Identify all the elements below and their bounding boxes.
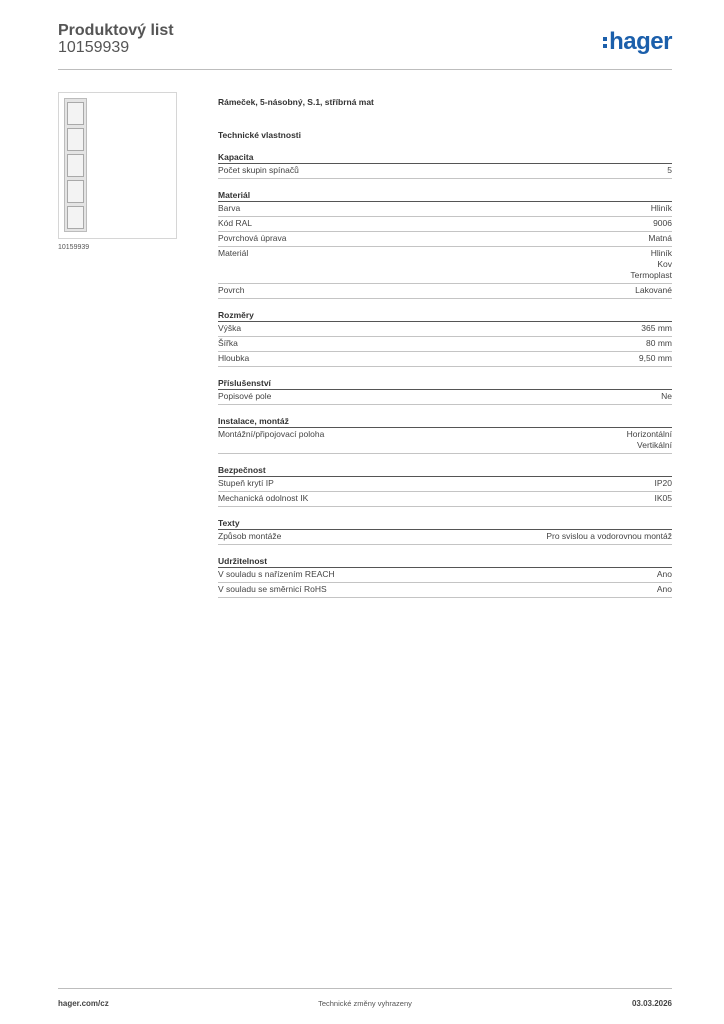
- spec-values: [655, 493, 673, 504]
- spec-values: [546, 531, 672, 542]
- spec-values: [630, 248, 672, 281]
- frame-cell: [67, 206, 84, 229]
- spec-row: [218, 583, 672, 598]
- spec-section: [218, 555, 672, 598]
- spec-values: [635, 285, 672, 296]
- spec-row: [218, 428, 672, 454]
- spec-value: Lakované: [635, 285, 672, 295]
- spec-value: Termoplast: [630, 270, 672, 280]
- spec-label: Výška: [218, 323, 242, 333]
- spec-values: [657, 569, 672, 580]
- frame-illustration: [64, 98, 87, 232]
- spec-label: Šířka: [218, 338, 238, 348]
- spec-values: [667, 165, 672, 176]
- spec-value: Hliník: [650, 248, 672, 258]
- page-footer: [58, 988, 672, 1006]
- spec-row: [218, 352, 672, 367]
- spec-label: Barva: [218, 203, 241, 213]
- spec-values: [657, 584, 672, 595]
- spec-row: [218, 322, 672, 337]
- spec-label: Montážní/připojovací poloha: [218, 429, 325, 439]
- spec-label: Mechanická odolnost IK: [218, 493, 309, 503]
- footer-date: 03.03.2026: [631, 999, 672, 1008]
- spec-row: [218, 247, 672, 284]
- section-title: Bezpečnost: [218, 464, 672, 477]
- spec-value: Ano: [656, 584, 672, 594]
- footer-note: Technické změny vyhrazeny: [318, 999, 412, 1008]
- document-number: 10159939: [58, 39, 130, 56]
- section-title: Příslušenství: [218, 377, 672, 390]
- frame-cell: [67, 102, 84, 125]
- spec-row: [218, 530, 672, 545]
- spec-values: [655, 478, 673, 489]
- spec-label: Způsob montáže: [218, 531, 282, 541]
- spec-values: [639, 353, 672, 364]
- spec-value: Vertikální: [637, 440, 672, 450]
- spec-value: 9006: [653, 218, 672, 228]
- spec-value: Horizontální: [626, 429, 672, 439]
- spec-value: 365 mm: [641, 323, 672, 333]
- spec-section: [218, 464, 672, 507]
- spec-values: [651, 203, 672, 214]
- spec-section: [218, 151, 672, 179]
- tech-properties-heading: Technické vlastnosti: [218, 130, 301, 140]
- spec-value: 5: [667, 165, 672, 175]
- document-title: Produktový list: [58, 22, 174, 39]
- spec-row: [218, 202, 672, 217]
- logo-dots-icon: [603, 37, 607, 48]
- spec-values: [653, 218, 672, 229]
- footer-website[interactable]: hager.com/cz: [58, 999, 109, 1008]
- spec-value: Pro svislou a vodorovnou montáž: [546, 531, 672, 541]
- section-title: Texty: [218, 517, 672, 530]
- spec-label: Povrch: [218, 285, 245, 295]
- spec-values: [646, 338, 672, 349]
- section-title: Rozměry: [218, 309, 672, 322]
- spec-row: [218, 568, 672, 583]
- spec-section: [218, 377, 672, 405]
- spec-value: Ne: [661, 391, 672, 401]
- spec-section: [218, 415, 672, 454]
- spec-label: Počet skupin spínačů: [218, 165, 299, 175]
- spec-label: Hloubka: [218, 353, 250, 363]
- spec-values: [641, 323, 672, 334]
- frame-cell: [67, 128, 84, 151]
- spec-label: Stupeň krytí IP: [218, 478, 274, 488]
- spec-row: [218, 477, 672, 492]
- logo-text: hager: [609, 28, 672, 55]
- spec-label: Popisové pole: [218, 391, 272, 401]
- spec-label: V souladu se směrnicí RoHS: [218, 584, 327, 594]
- section-title: Instalace, montáž: [218, 415, 672, 428]
- spec-row: [218, 337, 672, 352]
- spec-value: Hliník: [650, 203, 672, 213]
- spec-value: IK05: [654, 493, 672, 503]
- section-title: Kapacita: [218, 151, 672, 164]
- spec-value: Ano: [656, 569, 672, 579]
- frame-cell: [67, 154, 84, 177]
- hager-logo: [603, 28, 672, 56]
- spec-value: Kov: [657, 259, 672, 269]
- spec-label: Kód RAL: [218, 218, 253, 228]
- spec-section: [218, 309, 672, 367]
- spec-sections: [218, 151, 672, 598]
- spec-label: Materiál: [218, 248, 249, 258]
- spec-value: Matná: [648, 233, 672, 243]
- spec-section: [218, 517, 672, 545]
- spec-section: [218, 189, 672, 299]
- section-title: Materiál: [218, 189, 672, 202]
- spec-value: IP20: [654, 478, 672, 488]
- spec-values: [627, 429, 672, 451]
- spec-content: [218, 95, 672, 598]
- product-image: [58, 92, 177, 239]
- section-title: Udržitelnost: [218, 555, 672, 568]
- spec-value: 9,50 mm: [638, 353, 672, 363]
- spec-label: V souladu s nařízením REACH: [218, 569, 335, 579]
- spec-row: [218, 492, 672, 507]
- spec-row: [218, 390, 672, 405]
- product-name: Rámeček, 5-násobný, S.1, stříbrná mat: [218, 97, 374, 107]
- spec-row: [218, 164, 672, 179]
- spec-values: [648, 233, 672, 244]
- spec-row: [218, 284, 672, 299]
- spec-value: 80 mm: [646, 338, 672, 348]
- spec-row: [218, 232, 672, 247]
- spec-values: [661, 391, 672, 402]
- spec-row: [218, 217, 672, 232]
- image-caption: 10159939: [58, 244, 90, 251]
- frame-cell: [67, 180, 84, 203]
- spec-label: Povrchová úprava: [218, 233, 287, 243]
- page-header: [58, 22, 672, 70]
